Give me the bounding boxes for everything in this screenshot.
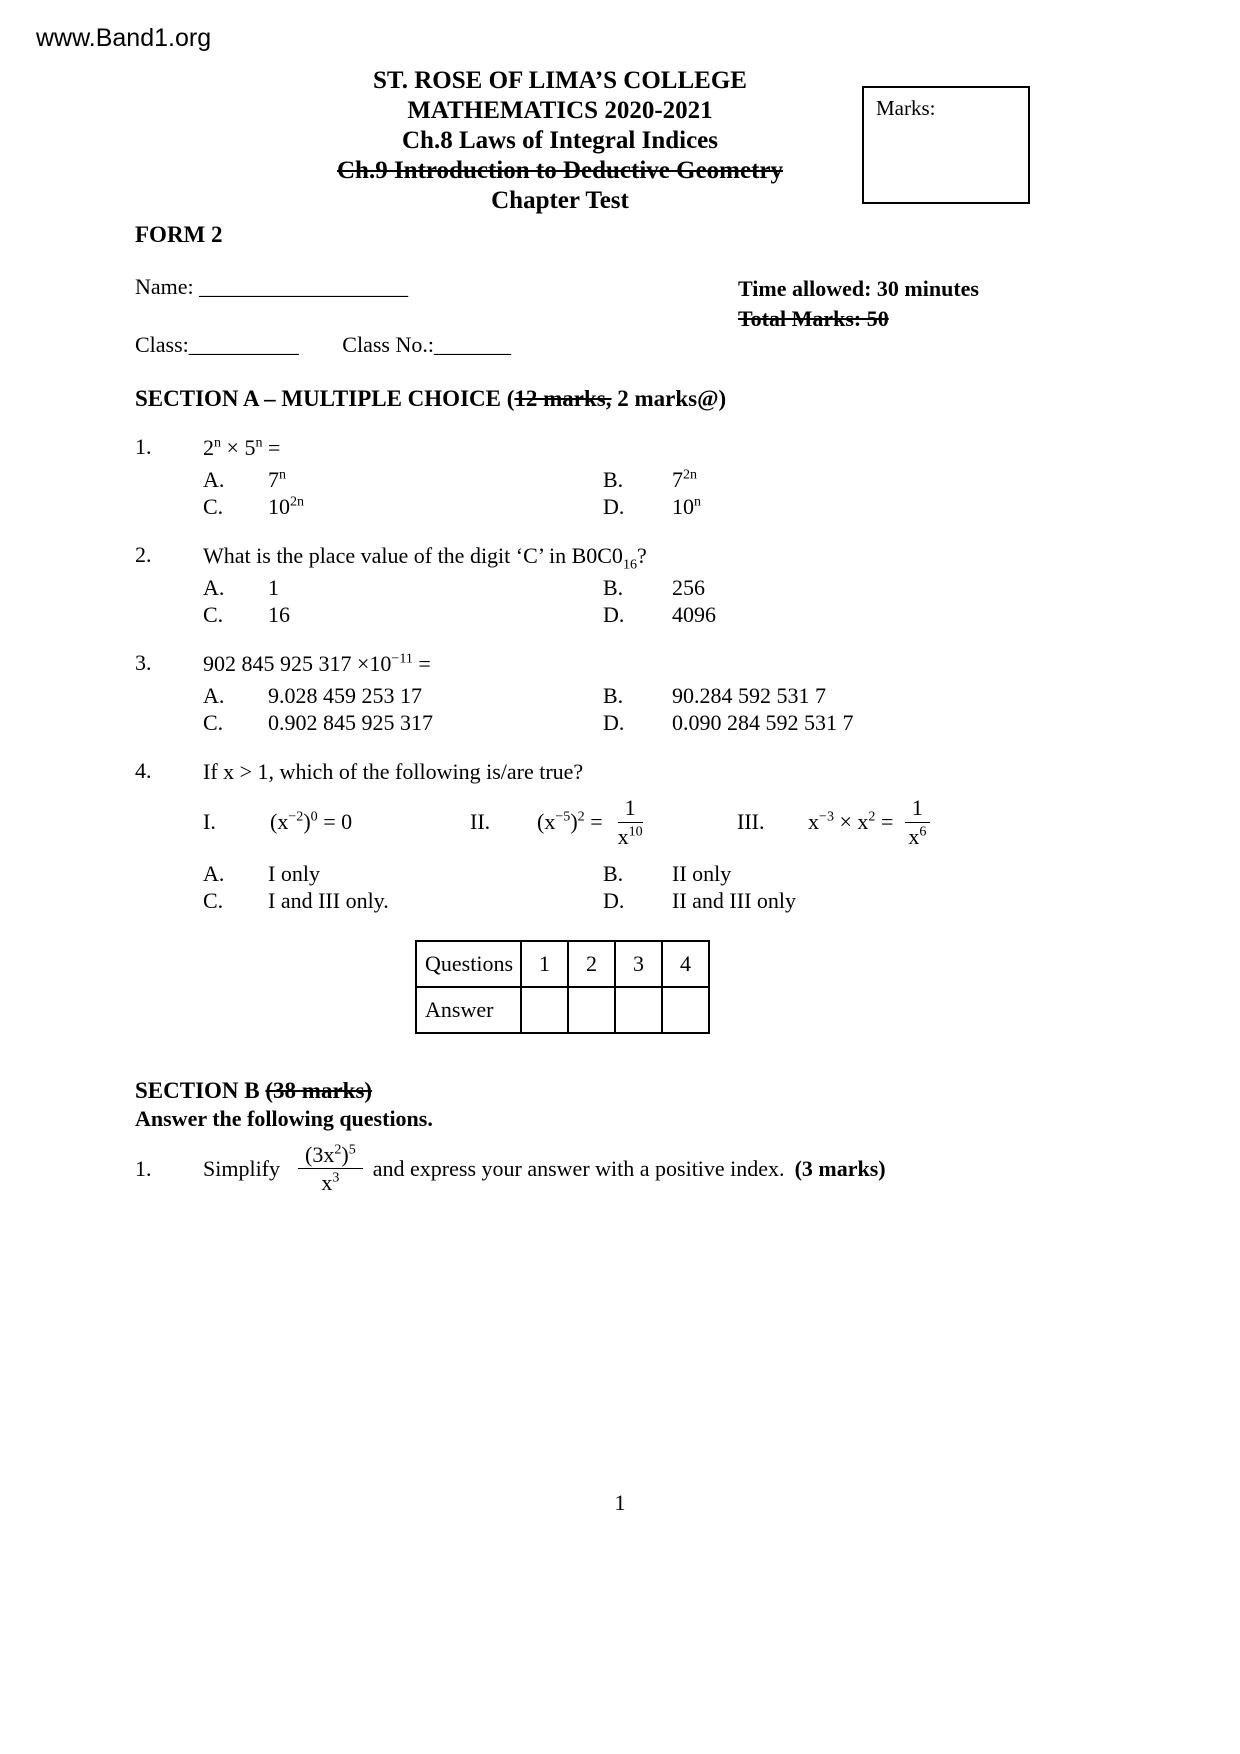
option-letter: C. bbox=[203, 494, 224, 519]
section-a-heading bbox=[135, 386, 1240, 412]
option-letter: D. bbox=[603, 602, 625, 627]
form-label: FORM 2 bbox=[135, 222, 223, 247]
answer-table-q-number: 3 bbox=[615, 941, 662, 987]
class-row bbox=[135, 332, 1240, 358]
question-number: 1. bbox=[135, 1155, 152, 1181]
class-no-label: Class No.: bbox=[342, 332, 434, 357]
option-value: 4096 bbox=[672, 602, 716, 627]
option-value: 1 bbox=[268, 575, 279, 600]
option-value: 7$^n$ bbox=[268, 466, 287, 492]
question-stem: What is the place value of the digit ‘C’ in $B0C0_{16}$? bbox=[203, 543, 647, 573]
option-value: $7^{2n}$ bbox=[672, 466, 698, 492]
name-label: Name: bbox=[135, 274, 194, 299]
section-b-question-1 bbox=[135, 1142, 1240, 1196]
statement-label: II. bbox=[470, 809, 491, 834]
question-text-post: and express your answer with a positive index. bbox=[372, 1155, 785, 1181]
option-letter: B. bbox=[603, 861, 624, 886]
question-3 bbox=[135, 650, 1240, 736]
option-letter: A. bbox=[203, 861, 225, 886]
answer-blank-cell bbox=[521, 987, 568, 1033]
fraction bbox=[901, 795, 933, 849]
marks-box bbox=[862, 86, 1030, 204]
option-value: I and III only. bbox=[268, 888, 389, 913]
time-block bbox=[738, 274, 979, 334]
name-row bbox=[135, 274, 1240, 331]
fraction-denominator: $x^6$ bbox=[908, 823, 927, 849]
option-letter: B. bbox=[603, 683, 624, 708]
statement-math: $(x^{-5})^2$ = bbox=[537, 808, 603, 834]
answer-table bbox=[415, 940, 710, 1034]
name-blank: ___________________ bbox=[199, 274, 409, 299]
statement-math: $x^{-3} \times x^2$ = bbox=[808, 808, 894, 834]
option-value: 0.902 845 925 317 bbox=[268, 710, 433, 735]
question-number: 3. bbox=[135, 650, 152, 675]
question-stem: If x > 1, which of the following is/are true? bbox=[203, 759, 584, 784]
section-b-heading-struck: (38 marks) bbox=[265, 1078, 373, 1103]
options-grid bbox=[203, 574, 1240, 628]
fraction bbox=[611, 795, 650, 849]
section-b-heading bbox=[135, 1078, 1240, 1104]
marks-label: Marks: bbox=[876, 96, 936, 120]
fraction bbox=[298, 1142, 363, 1196]
question-1 bbox=[135, 434, 1240, 520]
option-letter: A. bbox=[203, 467, 225, 492]
statements-row bbox=[203, 794, 1240, 850]
section-a-heading-prefix: SECTION A – MULTIPLE CHOICE ( bbox=[135, 386, 515, 411]
option-letter: C. bbox=[203, 888, 224, 913]
watermark-text: www.Band1.org bbox=[36, 24, 212, 52]
options-grid bbox=[203, 682, 1240, 736]
fraction-numerator: 1 bbox=[618, 795, 643, 822]
section-b-instruction: Answer the following questions. bbox=[135, 1106, 433, 1131]
page-number: 1 bbox=[614, 1490, 626, 1515]
test-title: Chapter Test bbox=[491, 187, 629, 214]
options-grid bbox=[203, 466, 1240, 520]
chapter-title: Ch.8 Laws of Integral Indices bbox=[402, 127, 718, 154]
question-stem: 902 845 925 $317 \times 10^{-11}$ = bbox=[203, 650, 431, 676]
section-b-heading-text: SECTION B bbox=[135, 1078, 260, 1103]
fraction-numerator: 1 bbox=[905, 795, 930, 822]
time-allowed-text: Time allowed: 30 minutes bbox=[738, 276, 979, 301]
option-value: 16 bbox=[268, 602, 290, 627]
answer-blank-cell bbox=[662, 987, 709, 1033]
fraction-denominator: $x^3$ bbox=[321, 1169, 340, 1196]
answer-table-q-number: 4 bbox=[662, 941, 709, 987]
class-blank: __________ bbox=[188, 332, 299, 357]
option-value: 9.028 459 253 17 bbox=[268, 683, 422, 708]
question-number: 2. bbox=[135, 542, 152, 567]
option-letter: A. bbox=[203, 575, 225, 600]
statement-expression bbox=[270, 809, 470, 835]
statement-expression bbox=[537, 795, 737, 849]
option-value: 10$^n$ bbox=[672, 493, 702, 519]
option-letter: D. bbox=[603, 710, 625, 735]
question-number: 1. bbox=[135, 434, 152, 459]
statement-label: III. bbox=[737, 809, 765, 834]
section-a-heading-struck: 12 marks, bbox=[514, 386, 612, 411]
school-name: ST. ROSE OF LIMA’S COLLEGE bbox=[373, 67, 747, 94]
option-letter: A. bbox=[203, 683, 225, 708]
options-grid bbox=[203, 860, 1240, 914]
option-value: II only bbox=[672, 861, 732, 886]
question-text-pre: Simplify bbox=[203, 1155, 281, 1181]
fraction-numerator: $(3x^2)^5$ bbox=[298, 1142, 363, 1169]
answer-table-q-number: 2 bbox=[568, 941, 615, 987]
question-number: 4. bbox=[135, 758, 152, 783]
chapter-title-struck: Ch.9 Introduction to Deductive Geometry bbox=[336, 157, 784, 184]
statement-expression bbox=[808, 795, 1240, 849]
option-value: 90.284 592 531 7 bbox=[672, 683, 826, 708]
statement-math: $(x^{-2})^0 = 0$ bbox=[270, 808, 353, 834]
option-letter: B. bbox=[603, 467, 624, 492]
option-value: I only bbox=[268, 861, 320, 886]
option-letter: B. bbox=[603, 575, 624, 600]
question-stem: $2^n \times 5^n$ = bbox=[203, 434, 281, 460]
option-value: II and III only bbox=[672, 888, 797, 913]
option-letter: C. bbox=[203, 602, 224, 627]
total-marks-struck: Total Marks: 50 bbox=[738, 306, 889, 331]
question-4 bbox=[135, 758, 1240, 914]
option-value: 256 bbox=[672, 575, 705, 600]
fraction-denominator: $x^{10}$ bbox=[617, 823, 643, 849]
option-letter: D. bbox=[603, 888, 625, 913]
section-a-heading-suffix: 2 marks@) bbox=[611, 386, 727, 411]
option-value: $10^{2n}$ bbox=[268, 493, 305, 519]
option-letter: C. bbox=[203, 710, 224, 735]
subject-title: MATHEMATICS 2020-2021 bbox=[407, 97, 713, 124]
class-no-blank: _______ bbox=[433, 332, 511, 357]
answer-blank-cell bbox=[615, 987, 662, 1033]
option-letter: D. bbox=[603, 494, 625, 519]
class-label: Class: bbox=[135, 332, 189, 357]
answer-blank-cell bbox=[568, 987, 615, 1033]
answer-table-answer-label: Answer bbox=[416, 987, 521, 1033]
question-2 bbox=[135, 542, 1240, 628]
answer-table-questions-label: Questions bbox=[416, 941, 521, 987]
statement-label: I. bbox=[203, 809, 216, 834]
marks-note: (3 marks) bbox=[794, 1155, 886, 1181]
answer-table-q-number: 1 bbox=[521, 941, 568, 987]
option-value: 0.090 284 592 531 7 bbox=[672, 710, 854, 735]
